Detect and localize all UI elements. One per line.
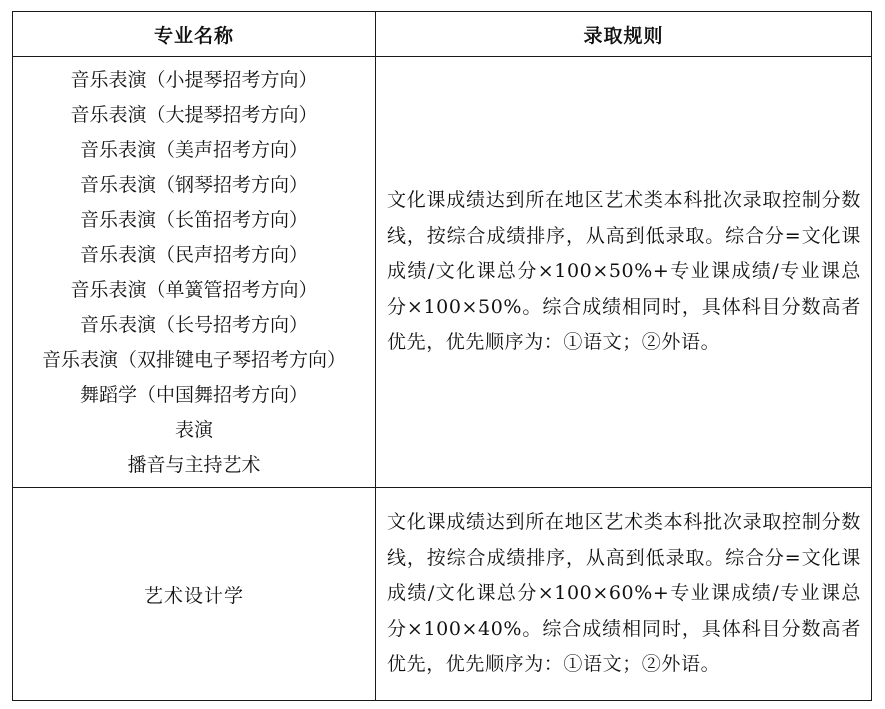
major-item: 音乐表演（民声招考方向）: [79, 244, 308, 266]
header-major-name: 专业名称: [13, 12, 376, 57]
table-header-row: [13, 12, 872, 57]
major-item: 音乐表演（长号招考方向）: [79, 314, 308, 336]
table-row: [13, 57, 872, 488]
admission-rule-cell: 文化课成绩达到所在地区艺术类本科批次录取控制分数线，按综合成绩排序，从高到低录取。综合分=文化课成绩/文化课总分×100×60%+专业课成绩/专业课总分×100×40%。综合成绩相同时，具体科目分数高者优先，优先顺序为：①语文；②外语。: [376, 488, 872, 701]
table-row: [13, 488, 872, 701]
major-item: 播音与主持艺术: [127, 454, 261, 476]
major-item: 音乐表演（大提琴招考方向）: [70, 104, 318, 126]
major-item: 音乐表演（单簧管招考方向）: [70, 279, 318, 301]
major-item: 音乐表演（小提琴招考方向）: [70, 69, 318, 91]
major-item: 音乐表演（双排键电子琴招考方向）: [41, 349, 346, 371]
admission-rules-table-container: [12, 11, 871, 701]
major-item: 音乐表演（钢琴招考方向）: [79, 174, 308, 196]
major-item: 音乐表演（长笛招考方向）: [79, 209, 308, 231]
admission-rules-table: [12, 11, 872, 701]
admission-rule-cell: 文化课成绩达到所在地区艺术类本科批次录取控制分数线，按综合成绩排序，从高到低录取。综合分=文化课成绩/文化课总分×100×50%+专业课成绩/专业课总分×100×50%。综合成绩相同时，具体科目分数高者优先，优先顺序为：①语文；②外语。: [376, 57, 872, 488]
major-item: 艺术设计学: [143, 584, 244, 607]
majors-cell: [13, 57, 376, 488]
major-item: 表演: [174, 419, 213, 441]
major-item: 舞蹈学（中国舞招考方向）: [79, 384, 308, 406]
majors-cell: [13, 488, 376, 701]
major-item: 音乐表演（美声招考方向）: [79, 139, 308, 161]
header-admission-rule: 录取规则: [376, 12, 872, 57]
